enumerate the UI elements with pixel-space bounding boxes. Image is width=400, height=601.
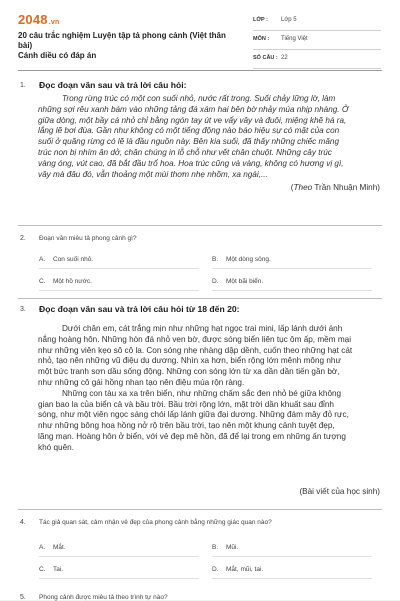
option-underline xyxy=(39,578,199,579)
option-key: A. xyxy=(39,544,46,551)
answer-option-c[interactable] xyxy=(39,278,92,285)
passage-line: như những viên kẹo sô cô la. Con sóng nhẹ nhàng dập dềnh, cuốn theo những hạt cát xyxy=(38,345,353,355)
meta-label: MÔN : xyxy=(253,36,270,42)
meta-label: LỚP : xyxy=(253,17,268,23)
meta-row-class xyxy=(253,14,381,31)
question-prompt: Tác giả quan sát, cảm nhận vẻ đẹp của phong cảnh bằng những giác quan nào? xyxy=(39,519,272,526)
meta-value: Lớp 5 xyxy=(281,17,297,23)
answer-option-a[interactable] xyxy=(39,544,66,551)
option-key: A. xyxy=(39,256,46,263)
option-text: Một hồ nước. xyxy=(53,278,92,285)
option-text: Con suối nhỏ. xyxy=(53,256,94,263)
reading-passage xyxy=(38,94,382,180)
document-title-line-1: 20 câu trắc nghiệm Luyện tập tả phong cảnh (Việt thân bài) xyxy=(18,31,226,50)
option-key: D. xyxy=(212,278,219,285)
passage-line: Trong rừng trúc có một con suối nhỏ, nước rất trong. Suối chảy lững lờ, làm xyxy=(62,94,336,103)
passage-line: lắng lẽ bơi đùa. Gần như không có một tiếng động nào báo hiệu sự có mặt của con xyxy=(38,126,340,136)
question-number: 4. xyxy=(20,519,26,526)
question-prompt: Đoạn văn miêu tả phong cảnh gì? xyxy=(39,235,137,242)
option-underline xyxy=(212,268,372,269)
passage-line: Dưới chân em, cát trắng mịn như những hạt ngọc trai mini, lấp lánh dưới ánh xyxy=(62,324,343,333)
meta-label: SỐ CÂU : xyxy=(253,55,278,61)
option-key: D. xyxy=(212,566,219,573)
logo-text: 2048 xyxy=(18,12,48,27)
meta-value: 22 xyxy=(281,55,288,61)
site-logo[interactable] xyxy=(18,12,59,27)
answer-option-b[interactable] xyxy=(212,256,271,263)
passage-line: nắng hoàng hôn. Những hòn đá nhỏ ven bờ, được sóng biển liên tục ôm ấp, mềm mại xyxy=(38,334,352,344)
passage-source: (Bài viết của học sinh) xyxy=(299,487,380,496)
passage-line: vây mà đâu đó, vẫn thoảng một mùi thơm nhẹ nhõm, xa ngái,... xyxy=(38,169,268,179)
passage-source xyxy=(291,183,380,192)
answer-option-a[interactable] xyxy=(39,256,93,263)
passage-line: như những cô gái hồng nhan tạo nên điệu múa rộn ràng. xyxy=(38,377,245,387)
question-prompt: Đọc đoạn văn sau và trả lời câu hỏi từ 18 đến 20: xyxy=(39,304,240,314)
passage-line: gian bao la của biển cả và bầu trời. Bầu trời rộng lớn, mặt trời dần khuất sau đỉnh xyxy=(38,399,334,409)
option-text: Một dòng sông. xyxy=(226,256,271,263)
question-prompt: Phong cảnh được miêu tả theo trình tự nào? xyxy=(39,594,168,601)
option-underline xyxy=(212,556,372,557)
question-number: 1. xyxy=(20,82,26,89)
source-author: Trần Nhuận Minh) xyxy=(312,183,380,192)
question-number: 3. xyxy=(20,306,26,313)
passage-line: lãng mạn. Hoàng hôn ở biển, với vẻ đẹp mê hồn, đã để lại trong em những ấn tượng xyxy=(38,431,346,441)
option-text: Mắt. xyxy=(53,544,66,551)
answer-option-b[interactable] xyxy=(212,544,238,551)
option-key: C. xyxy=(39,566,46,573)
passage-line: suối ở quãng rừng có lẽ là đầu nguồn này. Bên kia suối, đã thấy những chiếc măng xyxy=(38,137,340,147)
passage-line: như những bông hoa hồng nở rộ trên bầu trời, tạo nên một khung cảnh tuyệt đẹp, xyxy=(38,421,335,431)
passage-line: khó quên. xyxy=(38,442,74,452)
passage-line: nhỏ, tạo nên những vũ điệu du dương. Nhìn xa hơn, biển rộng lớn mênh mông như xyxy=(38,356,341,366)
passage-line: Những con tàu xa xa trên biển, như những chấm sắc đen nhỏ bé giữa không xyxy=(62,388,342,398)
option-text: Mắt, mũi, tai. xyxy=(226,566,264,573)
option-text: Mũi. xyxy=(226,544,239,551)
option-underline xyxy=(212,578,372,579)
document-meta xyxy=(253,14,381,71)
option-key: B. xyxy=(212,256,219,263)
question-divider xyxy=(18,298,382,299)
option-key: B. xyxy=(212,544,219,551)
passage-line: trúc non bị nhím ăn dở, chân chúng in lỗ chỗ như vết chân chuột. Những cây trúc xyxy=(38,147,332,157)
meta-row-subject xyxy=(253,33,381,50)
option-text: Một bãi biển. xyxy=(226,278,264,285)
answer-option-c[interactable] xyxy=(39,566,63,573)
question-number: 2. xyxy=(20,235,26,242)
passage-line: giữa dòng, một bầy cá nhỏ chỉ bằng ngón tay út ve vẩy vây và đuôi, miệng khẽ há ra, xyxy=(38,115,347,125)
option-underline xyxy=(39,268,199,269)
passage-line: một bức tranh sơn dầu sống động. Những con sóng lớn từ xa dần dần tiến gần bờ, xyxy=(38,367,340,377)
passage-line: sóng, như một viên ngọc sáng chói lấp lánh giữa đại dương. Những đám mây đỏ rực, xyxy=(38,410,349,420)
passage-line: vàng óng, vút cao, đã bắt đầu trổ hoa. Hoa trúc cũng và vàng, không có hương vị gì, xyxy=(38,158,344,168)
option-key: C. xyxy=(39,278,46,285)
meta-value: Tiếng Việt xyxy=(281,36,308,42)
question-divider xyxy=(18,509,382,510)
document-title xyxy=(18,31,238,61)
document-header xyxy=(0,0,400,72)
option-underline xyxy=(212,290,372,291)
option-underline xyxy=(39,290,199,291)
source-theo: Theo xyxy=(293,183,313,192)
option-text: Tai. xyxy=(53,566,64,573)
header-divider xyxy=(18,70,382,71)
meta-row-question-count xyxy=(253,52,381,69)
logo-suffix: .vn xyxy=(48,19,60,26)
passage-line: những sợi rêu xanh bám vào những tảng đá xám hai bên bờ nhảy múa nhịp nhàng. Ở xyxy=(38,104,349,114)
document-title-line-2: Cánh diều có đáp án xyxy=(18,51,97,60)
question-prompt: Đọc đoạn văn sau và trả lời câu hỏi: xyxy=(39,80,187,90)
source-open-paren: ( xyxy=(290,183,294,192)
question-divider xyxy=(18,225,382,226)
option-underline xyxy=(39,556,199,557)
answer-option-d[interactable] xyxy=(212,278,263,285)
question-number: 5. xyxy=(20,594,26,601)
answer-option-d[interactable] xyxy=(212,566,263,573)
reading-passage xyxy=(38,324,382,454)
